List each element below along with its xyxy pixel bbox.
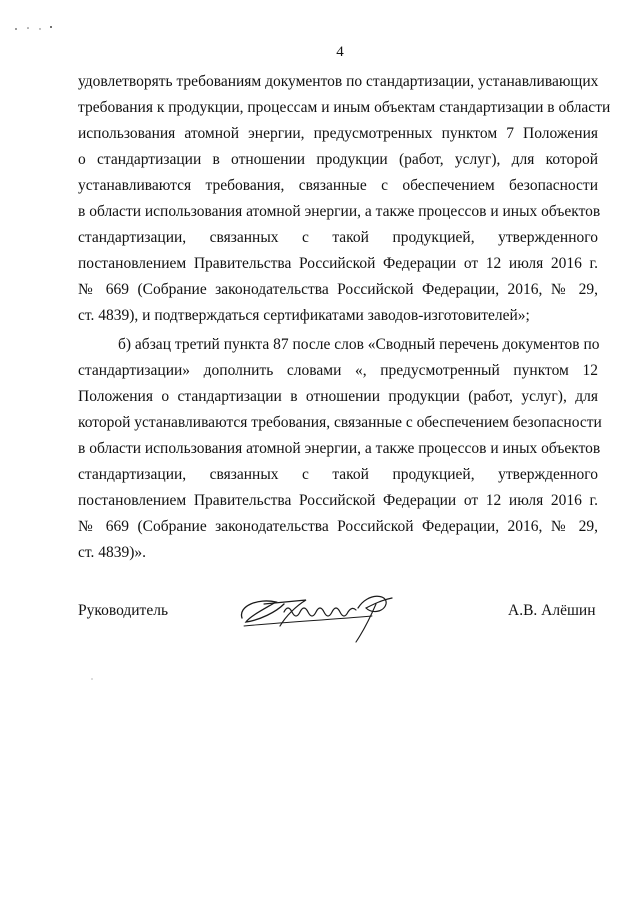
body-line: № 669 (Собрание законодательства Российской Федерации, 2016, № 29, <box>78 281 598 298</box>
body-line: № 669 (Собрание законодательства Российской Федерации, 2016, № 29, <box>78 518 598 535</box>
body-line: постановлением Правительства Российской Федерации от 12 июля 2016 г. <box>78 492 598 509</box>
body-line: в области использования атомной энергии, а также процессов и иных объектов <box>78 440 601 457</box>
body-line: ст. 4839), и подтверждаться сертификатами заводов-изготовителей»; <box>78 307 530 324</box>
body-line: которой устанавливаются требования, связанные с обеспечением безопасности <box>78 414 602 431</box>
body-line: устанавливаются требования, связанные с обеспечением безопасности <box>78 177 598 194</box>
body-line: постановлением Правительства Российской Федерации от 12 июля 2016 г. <box>78 255 598 272</box>
body-line: стандартизации, связанных с такой продукцией, утвержденного <box>78 466 598 483</box>
body-line: о стандартизации в отношении продукции (работ, услуг), для которой <box>78 151 598 168</box>
body-line: удовлетворять требованиям документов по стандартизации, устанавливающих <box>78 73 599 90</box>
body-line: ст. 4839)». <box>78 544 147 561</box>
body-line: б) абзац третий пункта 87 после слов «Сводный перечень документов по <box>118 336 600 353</box>
body-line: стандартизации, связанных с такой продукцией, утвержденного <box>78 229 598 246</box>
body-line: использования атомной энергии, предусмотренных пунктом 7 Положения <box>78 125 598 142</box>
page-number: 4 <box>336 44 344 60</box>
signatory-title: Руководитель <box>78 602 169 619</box>
body-line: в области использования атомной энергии, а также процессов и иных объектов <box>78 203 601 220</box>
body-line: Положения о стандартизации в отношении продукции (работ, услуг), для <box>78 388 598 405</box>
handwritten-signature <box>236 582 396 646</box>
body-line: требования к продукции, процессам и иным объектам стандартизации в области <box>78 99 611 116</box>
signatory-name: А.В. Алёшин <box>508 602 596 619</box>
body-line: стандартизации» дополнить словами «, предусмотренный пунктом 12 <box>78 362 598 379</box>
